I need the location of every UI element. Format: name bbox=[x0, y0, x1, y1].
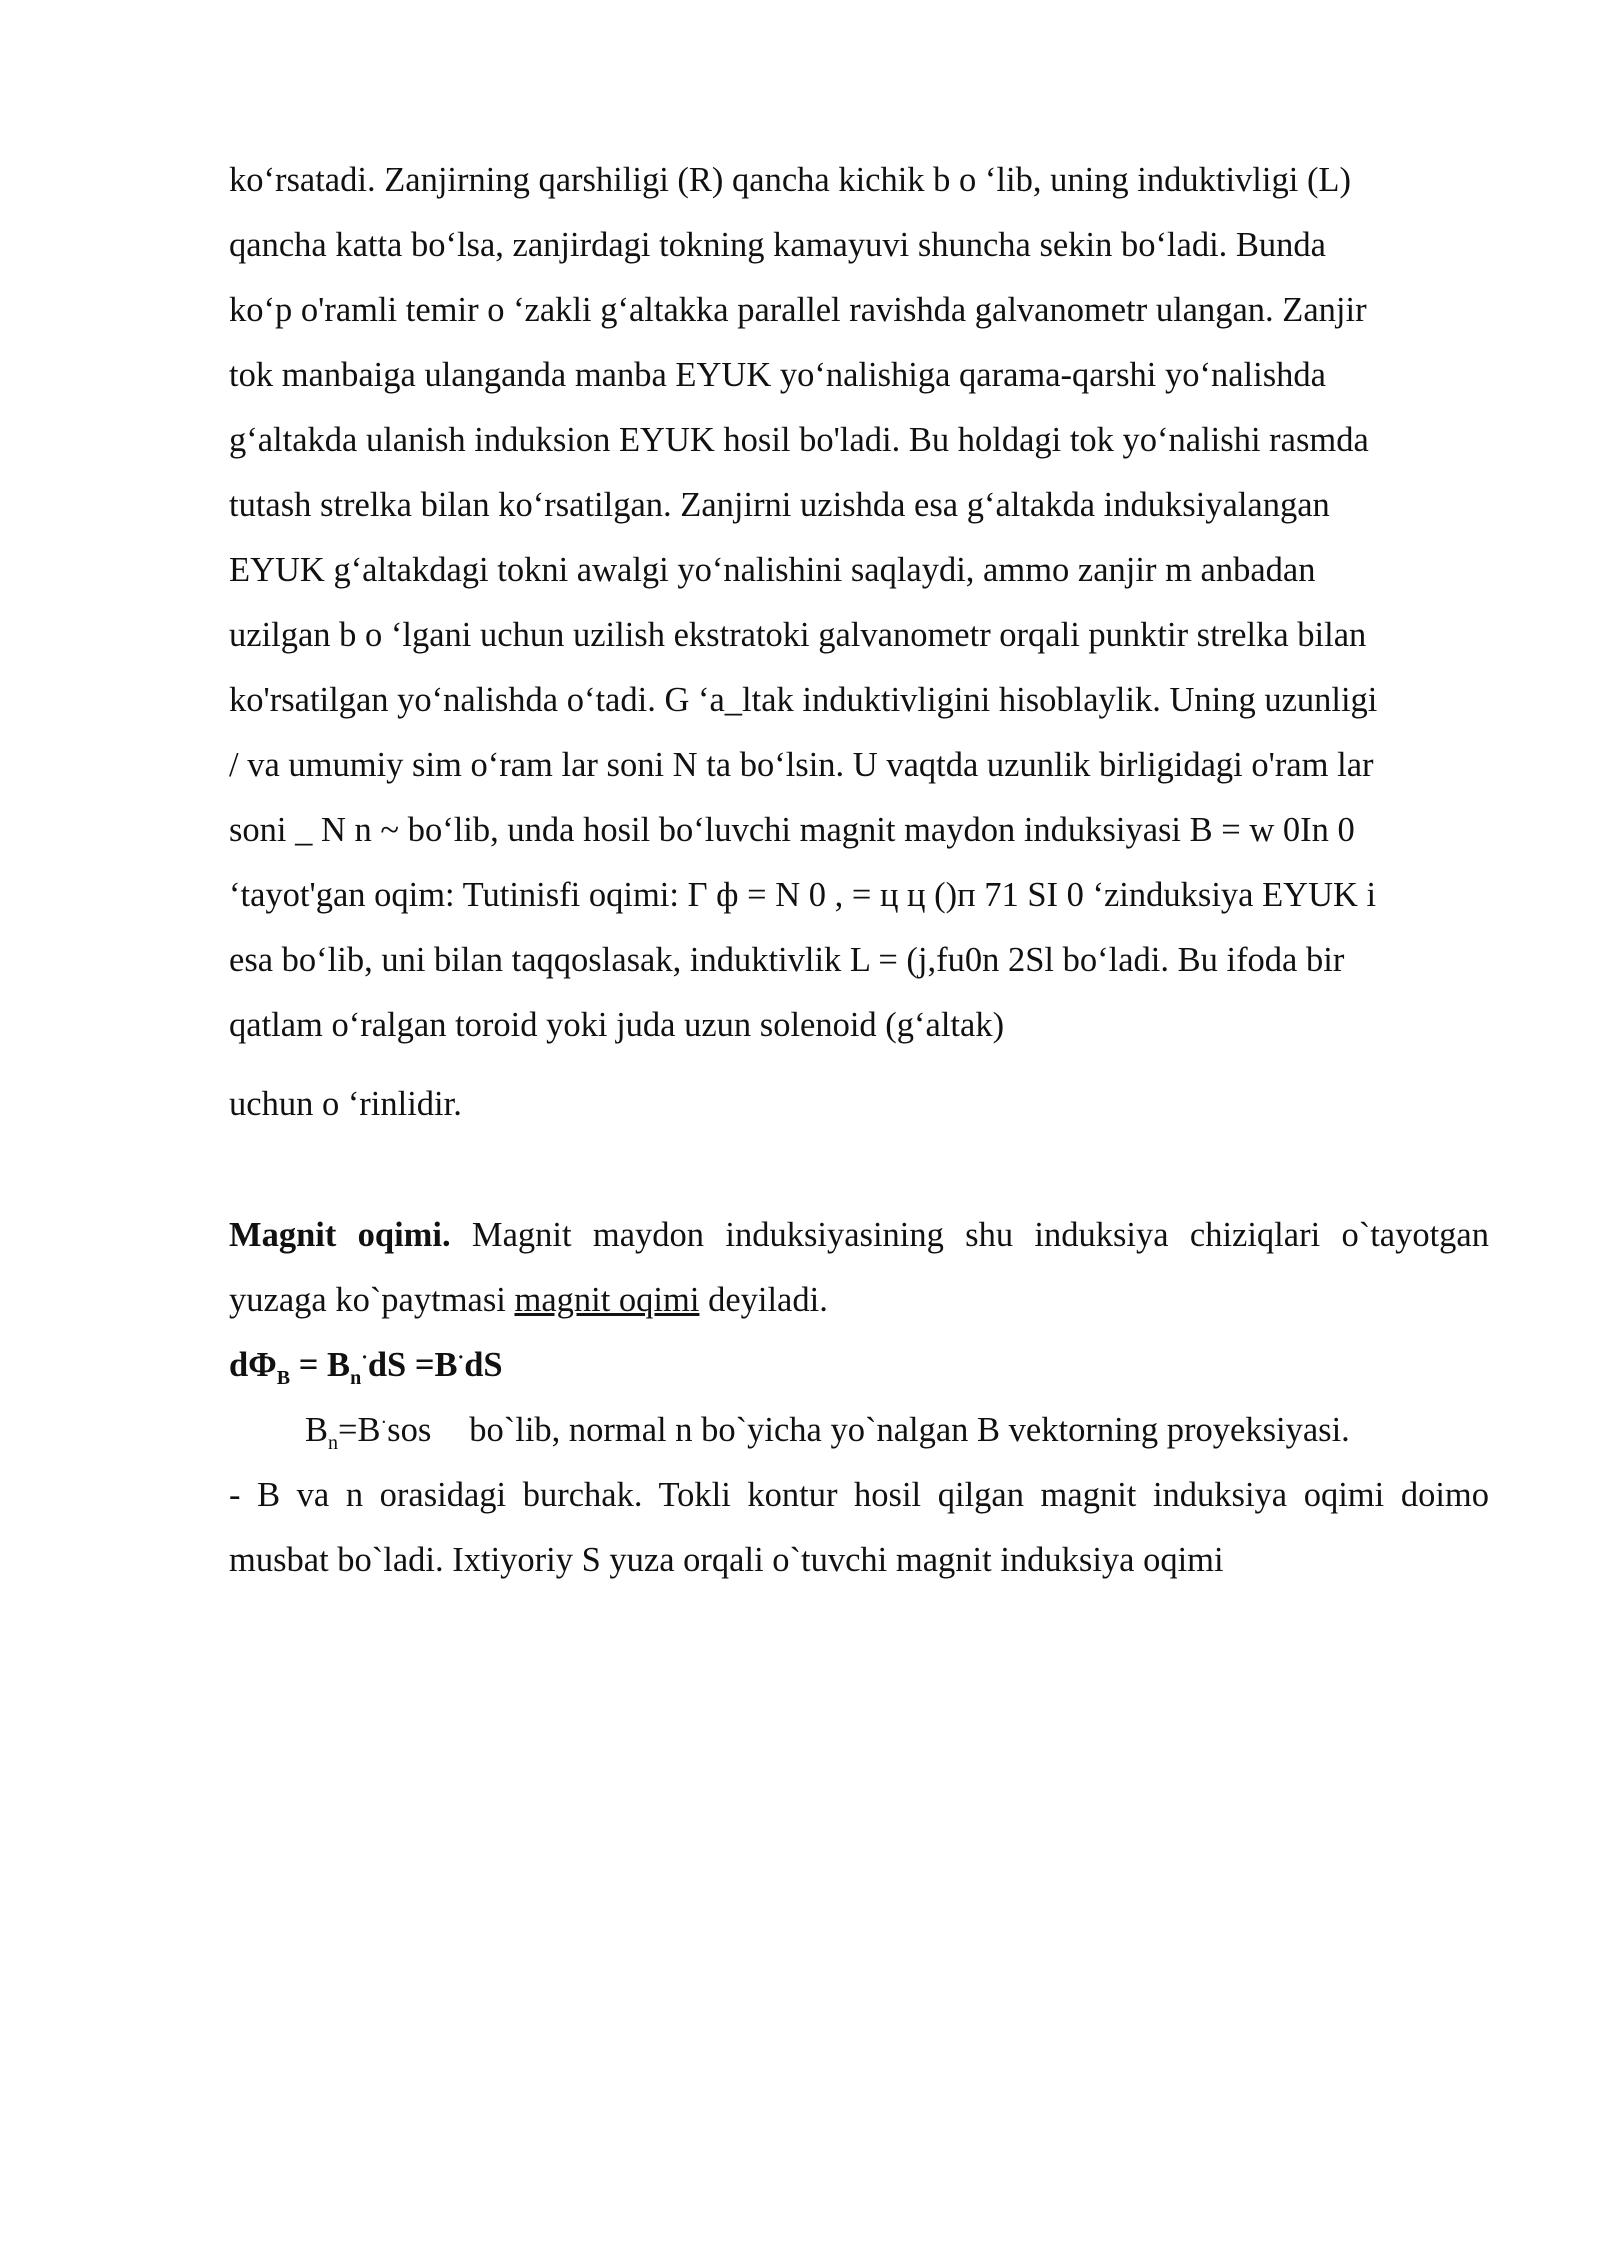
text-line: tutash strelka bilan ko‘rsatilgan. Zanjirni uzishda esa g‘altakda induksiyalangan bbox=[229, 486, 1330, 524]
formula-part: = B bbox=[290, 1346, 351, 1384]
section-heading: Magnit oqimi. bbox=[229, 1216, 451, 1254]
formula-part: dΦ bbox=[229, 1346, 277, 1384]
formula-dot: · bbox=[361, 1346, 368, 1369]
defined-term: magnit oqimi bbox=[514, 1281, 700, 1319]
text-line: qatlam o‘ralgan toroid yoki juda uzun solenoid (g‘altak) bbox=[229, 1006, 1005, 1044]
equation-part: =B bbox=[338, 1411, 381, 1449]
text-line: uzilgan b o ‘lgani uchun uzilish ekstratoki galvanometr orqali punktir strelka bilan bbox=[229, 616, 1367, 654]
symbol-b: B bbox=[305, 1411, 329, 1449]
definition-text: Magnit maydon induksiyasining shu induksiya chiziqlari o`tayotgan yuzaga ko`paytmasi bbox=[229, 1216, 1489, 1319]
flux-closing-paragraph: - B va n orasidagi burchak. Tokli kontur hosil qilgan magnit induksiya oqimi doimo musbat bo`ladi. Ixtiyoriy S yuza orqali o`tuvchi magnit induksiya oqimi bbox=[229, 1476, 1489, 1579]
text-line: g‘altakda ulanish induksion EYUK hosil bo'ladi. Bu holdagi tok yo‘nalishi rasmda bbox=[229, 421, 1369, 459]
text-line: EYUK g‘altakdagi tokni awalgi yo‘nalishini saqlaydi, ammo zanjir m anbadan bbox=[229, 551, 1316, 589]
equation-part: sos bbox=[387, 1411, 432, 1449]
definition-text-end: deyiladi. bbox=[699, 1281, 828, 1319]
formula-subscript: B bbox=[276, 1366, 291, 1389]
text-line: ko‘p o'ramli temir o ‘zakli g‘altakka parallel ravishda galvanometr ulangan. Zanjir bbox=[229, 291, 1367, 329]
magnetic-flux-section bbox=[229, 1203, 1489, 1593]
text-line: tok manbaiga ulanganda manba EYUK yo‘nalishiga qarama-qarshi yo‘nalishda bbox=[229, 356, 1326, 394]
flux-formula bbox=[229, 1333, 1489, 1398]
text-line: ko‘rsatadi. Zanjirning qarshiligi (R) qancha kichik b o ‘lib, uning induktivligi (L) bbox=[229, 161, 1351, 199]
text-line: / va umumiy sim o‘ram lar soni N ta bo‘lsin. U vaqtda uzunlik birligidagi o'ram lar bbox=[229, 746, 1374, 784]
paragraph-closing-line: uchun o ‘rinlidir. bbox=[229, 1085, 462, 1123]
normal-component-line bbox=[229, 1398, 1489, 1463]
text-line: ko'rsatilgan yo‘nalishda o‘tadi. G ‘a_ltak induktivligini hisoblaylik. Uning uzunligi bbox=[229, 681, 1378, 719]
text-line: soni _ N n ~ bo‘lib, unda hosil bo‘luvchi magnit maydon induksiyasi B = w 0In 0 bbox=[229, 811, 1355, 849]
text-line: esa bo‘lib, uni bilan taqqoslasak, induktivlik L = (j,fu0n 2Sl bo‘ladi. Bu ifoda bir bbox=[229, 941, 1345, 979]
text-line: qancha katta bo‘lsa, zanjirdagi tokning kamayuvi shuncha sekin bo‘ladi. Bunda bbox=[229, 226, 1326, 264]
equation-dot: · bbox=[380, 1411, 388, 1434]
formula-part: dS =B bbox=[367, 1346, 458, 1384]
magnetic-flux-definition bbox=[229, 1203, 1489, 1333]
page-content bbox=[229, 148, 1489, 1593]
formula-dot: · bbox=[457, 1346, 465, 1369]
symbol-subscript: n bbox=[328, 1431, 339, 1454]
text-line: ‘tayot'gan oqim: Tutinisfi oqimi: Г ф = N 0 , = ц ц ()п 71 SI 0 ‘zinduksiya EYUK i bbox=[229, 876, 1377, 914]
formula-subscript: n bbox=[350, 1366, 362, 1389]
paragraph-inductance bbox=[229, 148, 1489, 1137]
formula-part: dS bbox=[464, 1346, 503, 1384]
equation-explanation: bo`lib, normal n bo`yicha yo`nalgan B vektorning proyeksiyasi. bbox=[469, 1411, 1350, 1449]
